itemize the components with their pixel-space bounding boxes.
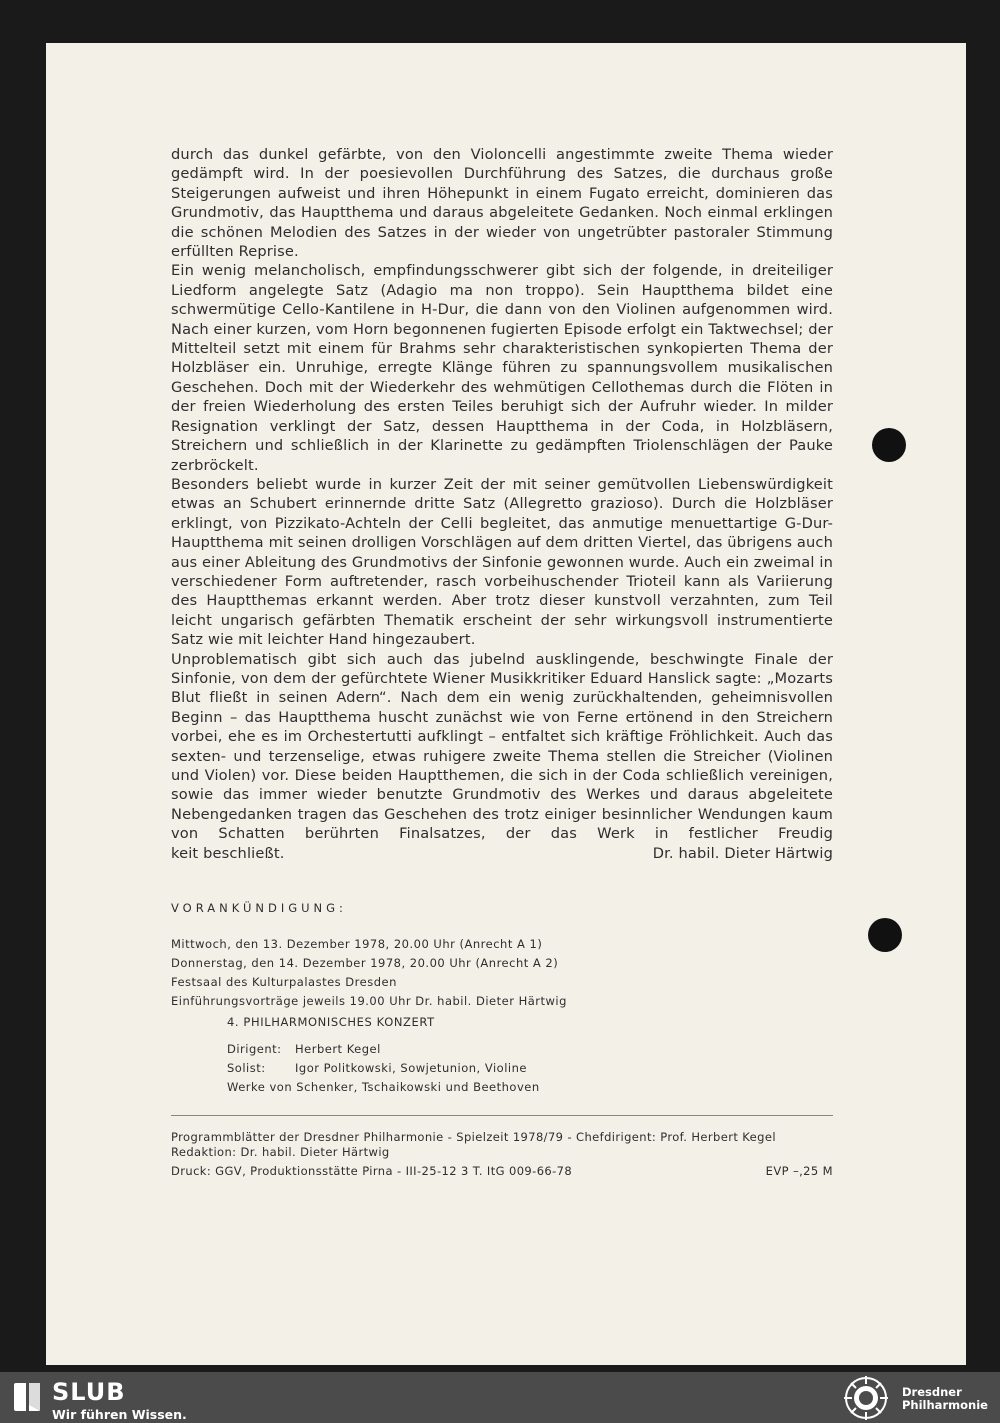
philharmonie-line-2: Philharmonie: [902, 1398, 988, 1412]
last-line: keit beschließt.: [171, 844, 285, 862]
date-2: Donnerstag, den 14. Dezember 1978, 20.00 Uhr (Anrecht A 2): [171, 956, 559, 971]
announcement-heading: VORANKÜNDIGUNG:: [171, 901, 347, 916]
imprint-line-2: Redaktion: Dr. habil. Dieter Härtwig: [171, 1145, 390, 1160]
punch-hole-upper: [872, 428, 906, 462]
soloist-row: [227, 1059, 833, 1078]
concert-title: 4. PHILHARMONISCHES KONZERT: [227, 1015, 435, 1030]
paragraph-3: Besonders beliebt wurde in kurzer Zeit der mit seiner gemütvollen Liebenswürdigkeit etwas an Schubert erinnernde dritte Satz (Allegretto grazioso). Durch die Holzbläser erklingt, von Pizzikato-Achteln der Celli begleitet, das anmutige menuettartige G-Dur-Hauptthema mit seinen drolligen Vorschlägen auf dem dritten Viertel, das übrigens auch aus einer Ableitung des Grundmotivs der Sinfonie gewonnen wurde. Auch ein zweimal in verschiedener Form auftretender, rasch vorbeihuschender Trioteil kann als Variierung des Hauptthemas erkannt werden. Aber trotz dieser kunstvoll verzahnten, zum Teil leicht ungarisch gefärbten Thematik erscheint der sehr wirkungsvoll instrumentierte Satz wie mit leichter Hand hingezaubert.: [171, 475, 833, 649]
imprint-line-3: Druck: GGV, Produktionsstätte Pirna - III-25-12 3 T. ItG 009-66-78: [171, 1164, 573, 1179]
conductor-name: Herbert Kegel: [295, 1042, 381, 1057]
punch-hole-lower: [868, 918, 902, 952]
works: Werke von Schenker, Tschaikowski und Beethoven: [227, 1080, 540, 1095]
concert-details: [227, 1040, 833, 1097]
soloist-name: Igor Politkowski, Sowjetunion, Violine: [295, 1061, 527, 1076]
intro-talk: Einführungsvorträge jeweils 19.00 Uhr Dr. habil. Dieter Härtwig: [171, 994, 567, 1009]
concert-info: [227, 1013, 833, 1097]
paragraph-2: Ein wenig melancholisch, empfindungsschwerer gibt sich der folgende, in dreiteiliger Liedform angelegte Satz (Adagio ma non troppo). Sein Hauptthema bildet eine schwermütige Cello-Kantilene in H-Dur, die dann von den Violinen aufgenommen wird. Nach einer kurzen, vom Horn begonnenen fugierten Episode erfolgt ein Taktwechsel; der Mittelteil setzt mit einem für Brahms sehr charakteristischen synkopierten Thema der Holzbläser ein. Unruhige, erregte Klänge führen zu spannungsvollem musikalischen Geschehen. Doch mit der Wiederkehr des wehmütigen Cellothemas durch die Flöten in der freien Wiederholung des ersten Teiles beruhigt sich der Aufruhr wieder. In milder Resignation verklingt der Satz, dessen Hauptthema in der Coda, in Holzbläsern, Streichern und schließlich in der Klarinette zu gedämpften Triolenschlägen der Pauke zerbröckelt.: [171, 262, 833, 474]
soloist-label: Solist:: [227, 1061, 266, 1076]
date-1: Mittwoch, den 13. Dezember 1978, 20.00 Uhr (Anrecht A 1): [171, 937, 543, 952]
conductor-label: Dirigent:: [227, 1042, 282, 1057]
signoff-line: [171, 844, 833, 863]
imprint-print-row: [171, 1164, 833, 1179]
price: EVP –,25 M: [765, 1164, 833, 1179]
author-name: Dr. habil. Dieter Härtwig: [652, 844, 833, 862]
divider-rule: [171, 1115, 833, 1116]
imprint-line-1: Programmblätter der Dresdner Philharmonie - Spielzeit 1978/79 - Chefdirigent: Prof. Herbert Kegel: [171, 1130, 776, 1145]
slub-slogan: Wir führen Wissen.: [52, 1407, 187, 1422]
philharmonie-line-1: Dresdner: [902, 1385, 962, 1399]
announcement-block: [171, 935, 833, 1011]
body-text: [171, 145, 833, 863]
paragraph-4: Unproblematisch gibt sich auch das jubelnd ausklingende, beschwingte Finale der Sinfonie, von dem der gefürchtete Wiener Musikkritiker Eduard Hanslick sagte: „Mozarts Blut fließt in seinen Adern“. Nach dem ein wenig zurückhaltenden, geheimnisvollen Beginn – das Hauptthema huscht zunächst wie von Ferne ertönend in den Streichern vorbei, ehe es im Orchestertutti aufklingt – entfaltet sich kräftige Fröhlichkeit. Auch das sexten- und terzenselige, etwas ruhigere zweite Thema stellen die Streicher (Violinen und Violen) vor. Diese beiden Hauptthemen, die sich in der Coda schließlich vereinigen, sowie das immer wieder benutzte Grundmotiv des Werkes und daraus abgeleitete Nebengedanken tragen das Geschehen des trotz einiger besinnlicher Wendungen kaum von Schatten berührten Finalsatzes, der das Werk in festlicher Freudig: [171, 650, 833, 843]
slub-logo-icon[interactable]: [12, 1381, 42, 1413]
venue: Festsaal des Kulturpalastes Dresden: [171, 975, 397, 990]
footer-bar: [0, 1372, 1000, 1423]
imprint: [171, 1130, 833, 1179]
philharmonie-logo-icon[interactable]: [838, 1373, 894, 1423]
document-content: [171, 145, 833, 1179]
paragraph-1: durch das dunkel gefärbte, von den Violoncelli angestimmte zweite Thema wieder gedämpft wird. In der poesievollen Durchführung des Satzes, die durchaus große Steigerungen aufweist und ihren Höhepunkt in einem Fugato erreicht, dominieren das Grundmotiv, das Hauptthema und daraus abgeleitete Gedanken. Noch einmal erklingen die schönen Melodien des Satzes in der wieder von ungetrübter pastoraler Stimmung erfüllten Reprise.: [171, 146, 833, 261]
slub-name[interactable]: SLUB: [52, 1378, 126, 1406]
conductor-row: [227, 1040, 833, 1059]
philharmonie-name[interactable]: [902, 1386, 988, 1412]
